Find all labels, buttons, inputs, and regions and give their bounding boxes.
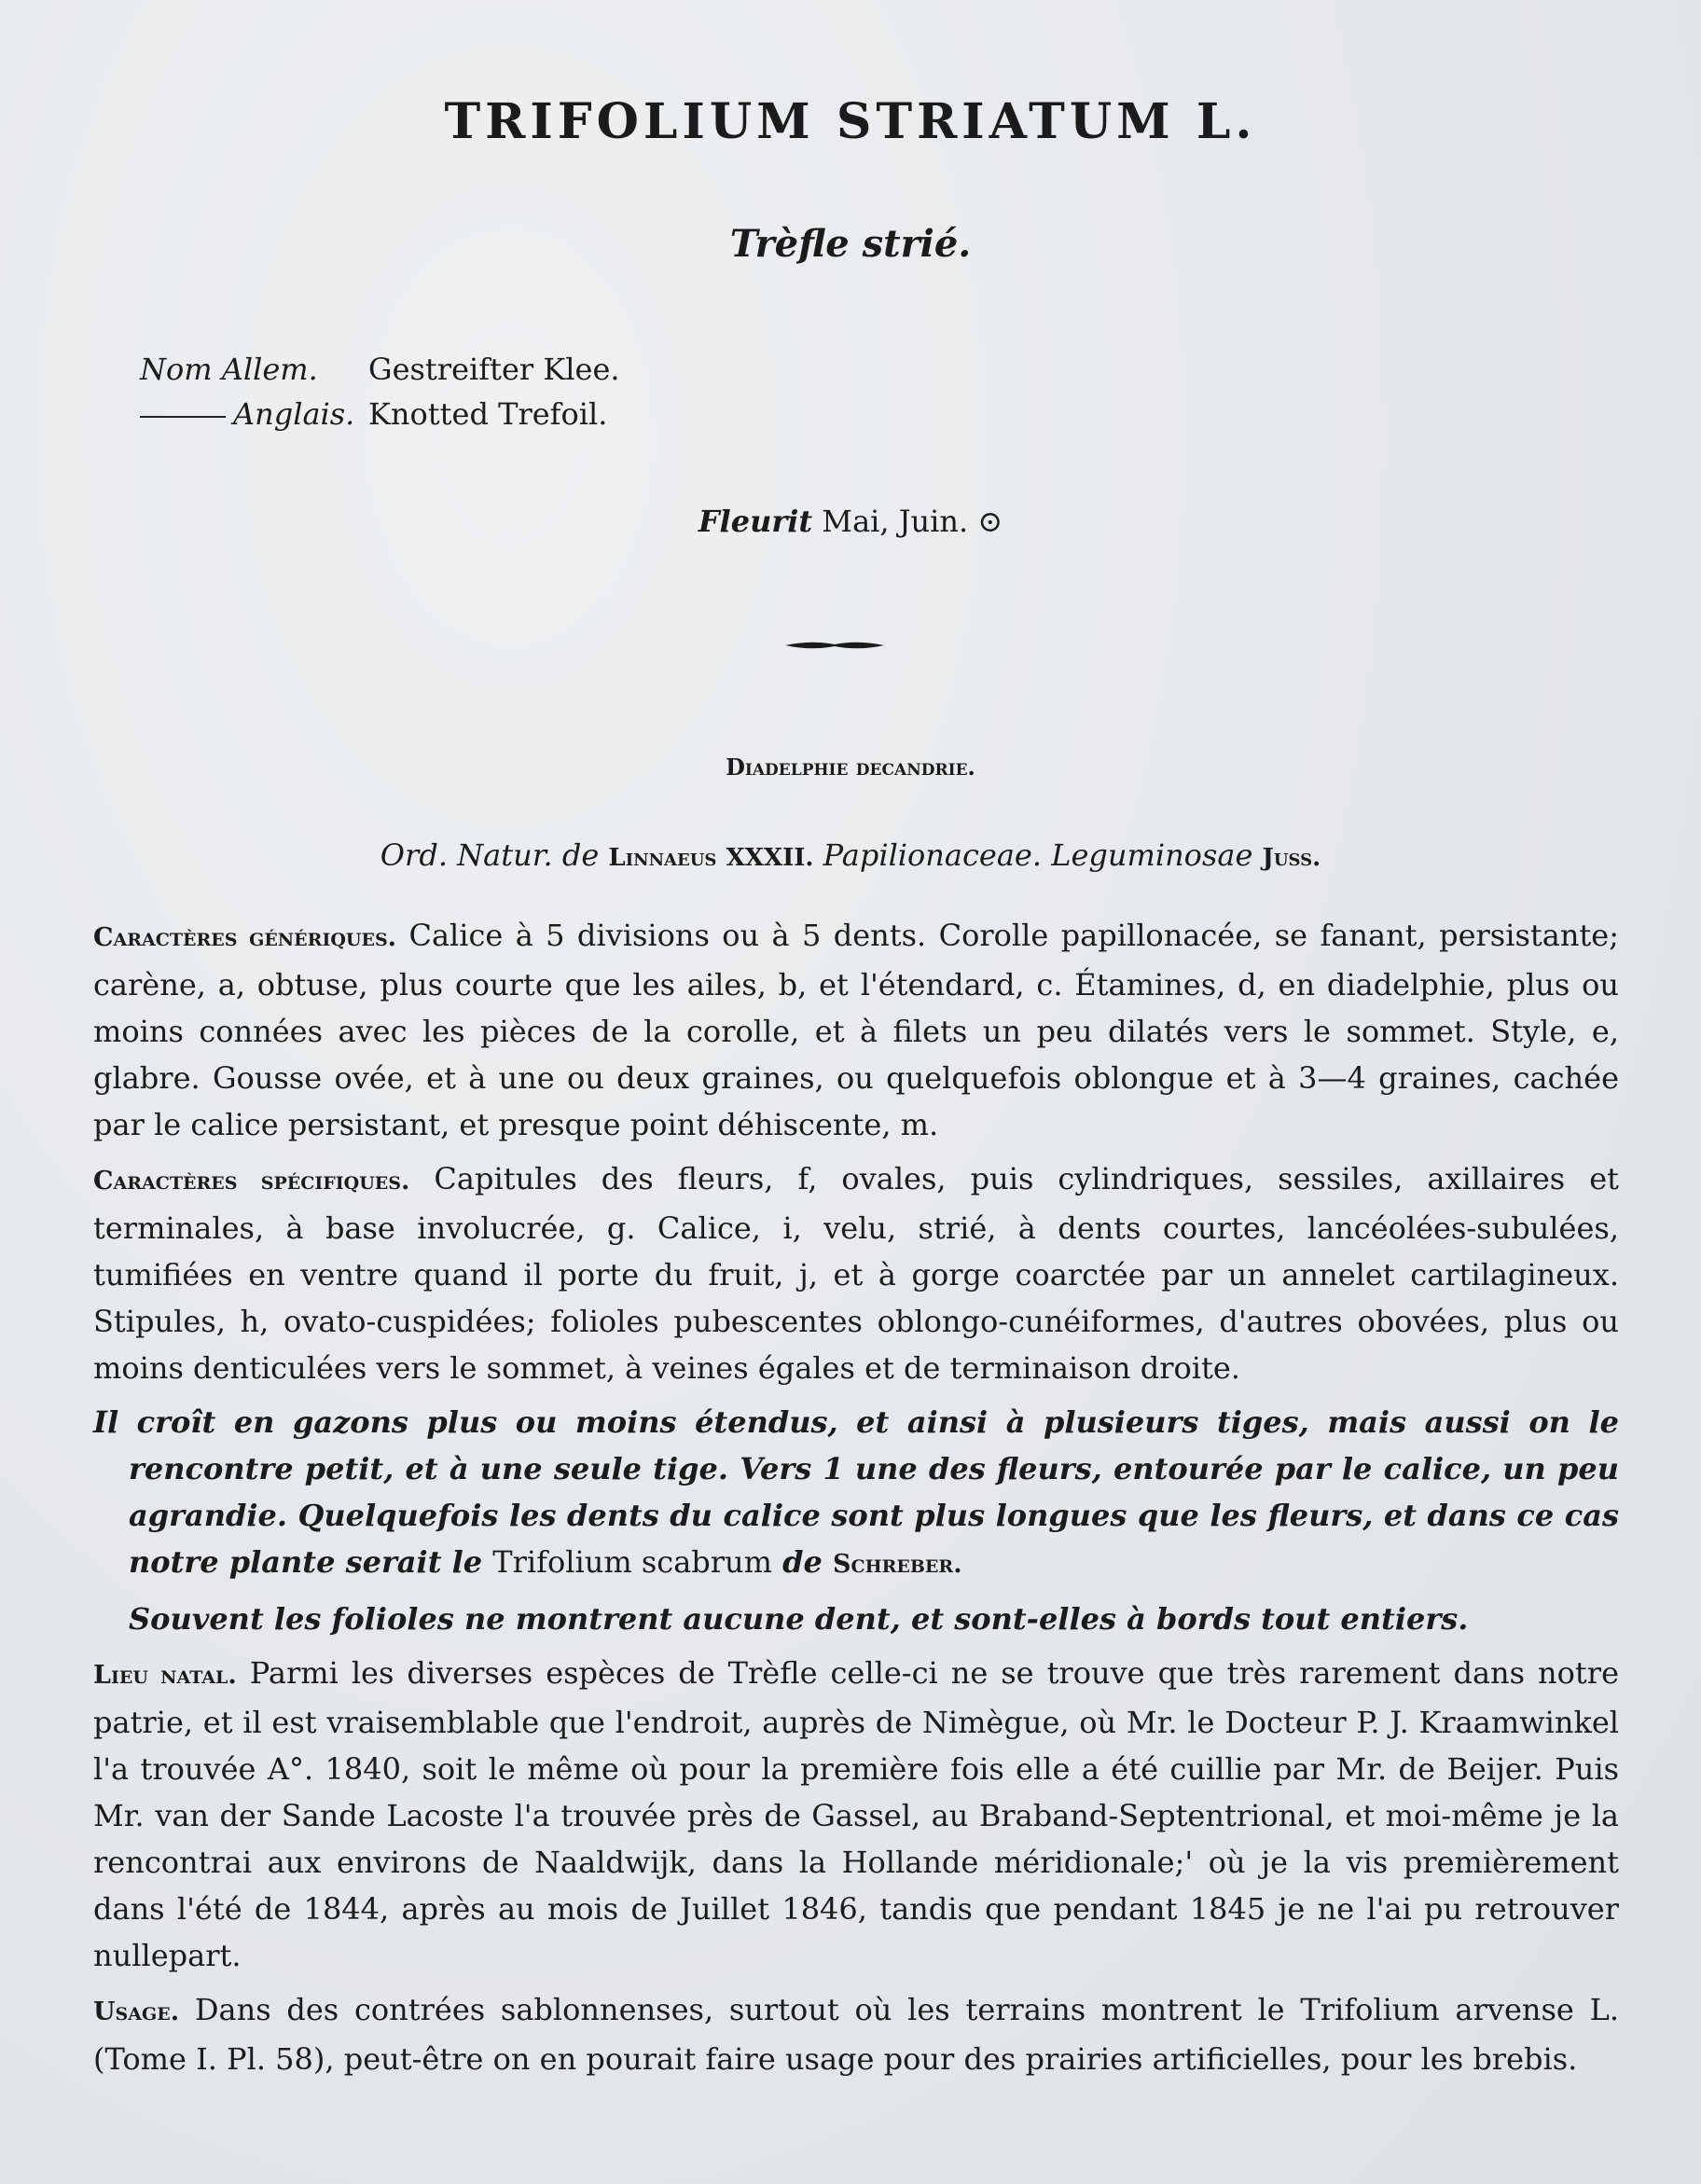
habitat-section [93, 1650, 1619, 1979]
usage-text: Dans des contrées sablonnenses, surtout où les terrains montrent le Trifolium arvense L. (Tome I. Pl. 58), peut-être on en pourait faire usage pour des prairies artificielles, pour les brebis. [93, 1992, 1619, 2077]
common-names [140, 347, 620, 436]
habitat-heading: Lieu natal. [93, 1661, 237, 1690]
order-linnaeus: Linnaeus [608, 844, 717, 872]
english-name-label-wrap [140, 392, 368, 436]
order-family-1: Papilionaceae. [823, 837, 1043, 873]
linnaean-class: Diadelphie decandrie. [726, 753, 975, 781]
ornament-divider-icon [783, 636, 886, 655]
annual-symbol-icon: ⊙ [977, 504, 1003, 539]
generic-characters [93, 912, 1619, 1148]
page-subtitle: Trèfle strié. [729, 222, 972, 266]
generic-text: Calice à 5 divisions ou à 5 dents. Corolle papillonacée, se fanant, persistante; carène, a, obtuse, plus courte que les ailes, b, et l'étendard, c. Étamines, d, en diadelphie, plus ou moins connées avec les pièces de la corolle, et à filets un peu dilatés vers le sommet. Style, e, glabre. Gousse ovée, et à une ou deux graines, ou quelquefois oblongue et à 3—4 graines, cachée par le calice persistant, et presque point déhiscente, m. [93, 918, 1620, 1142]
order-prefix: Ord. Natur. de [380, 837, 600, 873]
ditto-dash [140, 416, 226, 418]
specific-characters [93, 1155, 1619, 1391]
description-body [93, 912, 1619, 2090]
growth-note [93, 1399, 1619, 1588]
specific-text: Capitules des fleurs, f, ovales, puis cylindriques, sessiles, axillaires et terminales, à base involucrée, g. Calice, i, velu, strié, à dents courtes, lancéolées-subulées, tumifiées en ventre quand il porte du fruit, j, et à gorge coarctée par un annelet cartilagineux. Stipules, h, ovato-cuspidées; folioles pubescentes oblongo-cunéiformes, d'autres obovées, plus ou moins denticulées vers le sommet, à veines égales et de terminaison droite. [93, 1161, 1620, 1386]
habitat-text: Parmi les diverses espèces de Trèfle celle-ci ne se trouve que très rarement dans notre patrie, et il est vraisemblable que l'endroit, auprès de Nimègue, où Mr. le Docteur P. J. Kraamwinkel l'a trouvée A°. 1840, soit le même où pour la première fois elle a été cuillie par Mr. de Beijer. Puis Mr. van der Sande Lacoste l'a trouvée près de Gassel, au Braband-Septentrional, et moi-même je la rencontrai aux environs de Naaldwijk, dans la Hollande méridionale;' où je la vis premièrement dans l'été de 1844, après au mois de Juillet 1846, tandis que pendant 1845 je ne l'ai pu retrouver nullepart. [93, 1655, 1620, 1973]
leaflet-note: Souvent les folioles ne montrent aucune dent, et sont-elles à bords tout entiers. [129, 1601, 1469, 1637]
flowering-line [0, 504, 1701, 539]
order-juss: Juss. [1262, 844, 1321, 872]
order-number: XXXII. [726, 844, 814, 872]
german-name-label: Nom Allem. [140, 352, 318, 387]
usage-heading: Usage. [93, 1997, 180, 2026]
flowering-label: Fleurit [698, 504, 813, 539]
english-name-row [140, 392, 620, 436]
natural-order-line [0, 837, 1701, 873]
growth-note-author: Schreber. [833, 1550, 962, 1579]
english-name-label: Anglais. [233, 396, 355, 432]
german-name-row [140, 347, 620, 392]
generic-heading: Caractères génériques. [93, 923, 397, 952]
specific-heading: Caractères spécifiques. [93, 1167, 410, 1196]
order-family-2: Leguminosae [1051, 837, 1253, 873]
german-name-value: Gestreifter Klee. [368, 352, 620, 387]
growth-note-species: Trifolium scabrum [492, 1544, 772, 1580]
page-title: TRIFOLIUM STRIATUM L. [444, 93, 1257, 150]
english-name-value: Knotted Trefoil. [368, 396, 608, 432]
flowering-value: Mai, Juin. [822, 504, 969, 539]
usage-section [93, 1986, 1619, 2082]
growth-note-de: de [782, 1544, 823, 1580]
growth-note-text: Il croît en gazons plus ou moins étendus, et ainsi à plusieurs tiges, mais aussi on le rencontre petit, et à une seule tige. Vers 1 une des fleurs, entourée par le calice, un peu agrandie. Quelquefois les dents du calice sont plus longues que les fleurs, et dans ce cas notre plante serait le [93, 1404, 1619, 1580]
